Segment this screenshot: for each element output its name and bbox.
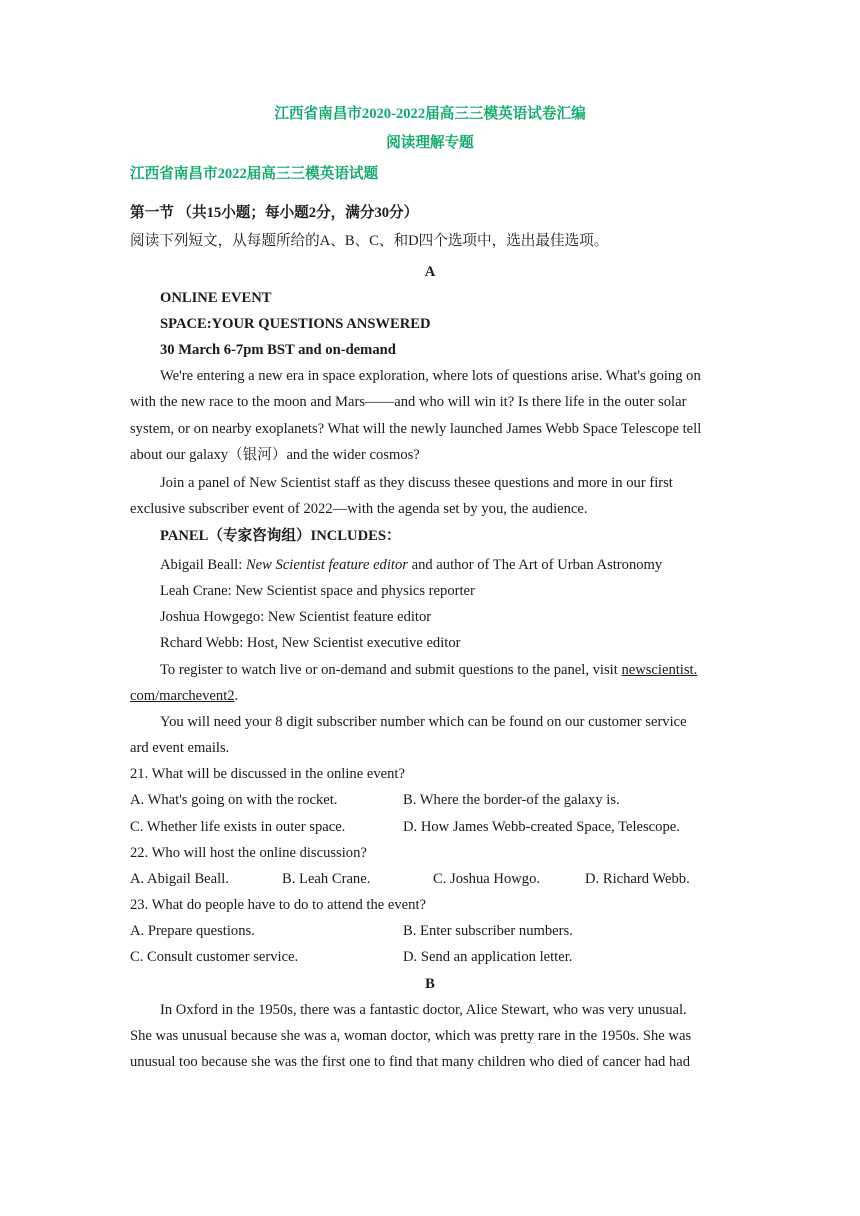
paragraph-line: unusual too because she was the first one to find that many children who died of cancer had had xyxy=(130,1054,691,1070)
event-time: 30 March 6-7pm BST and on-demand xyxy=(160,342,396,358)
option-a: A. Prepare questions. xyxy=(130,923,255,939)
event-type: ONLINE EVENT xyxy=(160,290,272,306)
panel-member: Rchard Webb: Host, New Scientist executive editor xyxy=(160,635,461,651)
part-instruction: 阅读下列短文，从每题所给的A、B、C、和D四个选项中，选出最佳选项。 xyxy=(130,233,609,249)
option-d: D. Richard Webb. xyxy=(585,871,690,887)
event-title: SPACE:YOUR QUESTIONS ANSWERED xyxy=(160,316,431,332)
paragraph-line: We're entering a new era in space exploration, where lots of questions arise. What's going on xyxy=(160,368,701,384)
option-c: C. Consult customer service. xyxy=(130,949,299,965)
passage-a-letter: A xyxy=(424,264,436,280)
option-d: D. Send an application letter. xyxy=(403,949,573,965)
panel-member xyxy=(160,555,662,575)
paragraph-line: In Oxford in the 1950s, there was a fantastic doctor, Alice Stewart, who was very unusual. xyxy=(160,1002,687,1018)
panel-member-name: Abigail Beall: xyxy=(160,557,246,573)
paragraph-line: with the new race to the moon and Mars——and who will win it? Is there life in the outer solar xyxy=(130,394,687,410)
panel-member: Joshua Howgego: New Scientist feature editor xyxy=(160,609,432,625)
paragraph-line: exclusive subscriber event of 2022—with the agenda set by you, the audience. xyxy=(130,501,588,517)
paragraph-line: She was unusual because she was a, woman doctor, which was pretty rare in the 1950s. She was xyxy=(130,1028,692,1044)
panel-member-role: New Scientist feature editor xyxy=(245,557,408,573)
register-link[interactable]: com/marchevent2 xyxy=(130,688,235,704)
paragraph-line: ard event emails. xyxy=(130,740,230,756)
option-c: C. Joshua Howgo. xyxy=(433,871,541,887)
paragraph-line: about our galaxy（银河）and the wider cosmos? xyxy=(130,447,420,463)
paragraph-line: You will need your 8 digit subscriber number which can be found on our customer service xyxy=(160,714,687,730)
question-stem: 21. What will be discussed in the online event? xyxy=(130,766,405,782)
option-a: A. What's going on with the rocket. xyxy=(130,792,338,808)
passage-b-letter: B xyxy=(425,976,435,992)
panel-member: Leah Crane: New Scientist space and physics reporter xyxy=(160,583,475,599)
panel-heading: PANEL（专家咨询组）INCLUDES： xyxy=(160,528,401,544)
paragraph-line: Join a panel of New Scientist staff as they discuss thesee questions and more in our first xyxy=(160,475,673,491)
option-a: A. Abigail Beall. xyxy=(130,871,229,887)
paragraph-line: system, or on nearby exoplanets? What will the newly launched James Webb Space Telescope tell xyxy=(130,421,702,437)
section-title: 江西省南昌市2022届高三三模英语试题 xyxy=(130,166,379,182)
panel-member-extra: and author of The Art of Urban Astronomy xyxy=(407,557,663,573)
option-d: D. How James Webb-created Space, Telescope. xyxy=(403,819,680,835)
option-b: B. Enter subscriber numbers. xyxy=(403,923,573,939)
part-heading: 第一节 （共15小题；每小题2分，满分30分） xyxy=(130,205,419,221)
option-c: C. Whether life exists in outer space. xyxy=(130,819,346,835)
option-b: B. Leah Crane. xyxy=(282,871,371,887)
doc-title: 江西省南昌市2020-2022届高三三模英语试卷汇编 xyxy=(274,106,586,122)
question-stem: 23. What do people have to do to attend the event? xyxy=(130,897,426,913)
question-stem: 22. Who will host the online discussion? xyxy=(130,845,367,861)
register-end: . xyxy=(234,688,239,704)
register-text: To register to watch live or on-demand and submit questions to the panel, visit xyxy=(160,662,622,678)
register-link[interactable]: newscientist. xyxy=(621,662,698,678)
register-line xyxy=(160,660,697,680)
doc-subtitle: 阅读理解专题 xyxy=(386,135,474,151)
register-line-2 xyxy=(130,686,238,706)
option-b: B. Where the border-of the galaxy is. xyxy=(403,792,620,808)
